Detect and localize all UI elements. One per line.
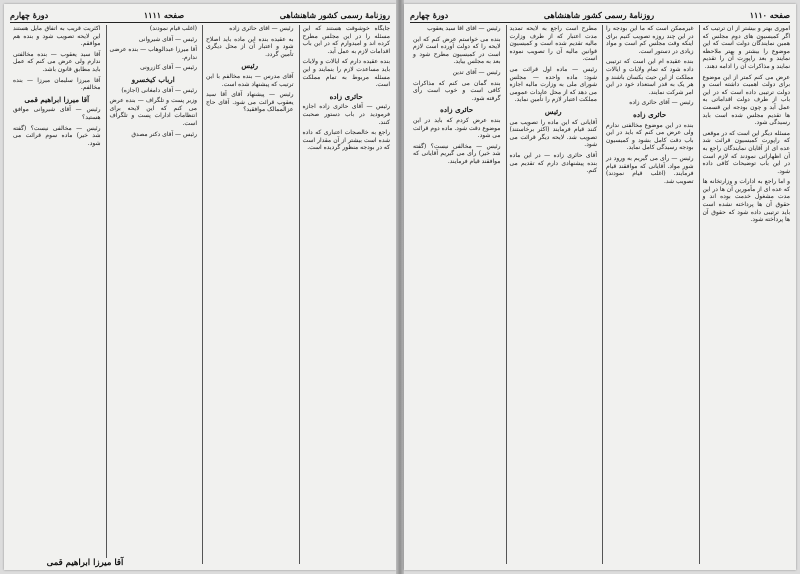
speaker-heading: آقا میرزا ابراهیم قمی (24, 94, 90, 104)
paragraph: بنده در این موضوع مخالفتی ندارم ولی عرض می کنم که باید در این باب دقت کامل بشود و کمیسیون بودجه رسیدگی کامل نماید. (606, 121, 694, 152)
paragraph: آقا میرزا عبدالوهاب — بنده عرضی ندارم. (109, 46, 197, 61)
paragraph: و اما راجع به ادارات و وزارتخانه ها که عده ای از مأمورین آن ها در این مدت مشغول خدمت بوده اند و حقوق آن ها پرداخته نشده است باید ترتیبی داده شود که حقوق آن ها پرداخته شود. (702, 178, 790, 224)
paragraph: رئیس — مخالفی نیست؟ (گفته شد خیر) ماده سوم قرائت می شود. (13, 124, 101, 147)
paragraph: بنده عرض کردم که باید در این موضوع دقت شود. ماده دوم قرائت می شود. (413, 116, 501, 140)
paragraph: رئیس — آقای آقا سید یعقوب (427, 25, 501, 32)
paragraph: عرض می کنم کمتر از این موضوع برای دولت اهمیت داشته است و دولت ترتیبی داده است که در این باب از طرف دولت اقداماتی به عمل آید و چون بودجه این قسمت ها تقدیم مجلس شده است باید رسیدگی شود. (702, 73, 790, 127)
speaker-heading: ارباب کیخسرو (131, 74, 175, 84)
paragraph: بنده می خواستم عرض کنم که این لایحه را که دولت آورده است لازم است در کمیسیون مطرح شود و بعد به مجلس بیاید. (413, 35, 501, 66)
column-4 (10, 25, 101, 564)
paragraph: آقای حائری زاده — در این ماده بنده پیشنهادی دارم که تقدیم می کنم. (509, 151, 597, 175)
paragraph: رئیس — رأی می گیریم به ورود در شور مواد. آقایانی که موافقند قیام فرمایند. (اغلب قیام نمودند) تصویب شد. (606, 154, 694, 185)
paragraph: به عقیده بنده این ماده باید اصلاح شود و اعتبار آن از محل دیگری تأمین گردد. (206, 35, 294, 58)
page-number: صفحه ۱۱۱۰ (749, 10, 790, 20)
paragraph: رئیس — آقای حائری زاده (229, 25, 294, 32)
page-header (410, 8, 790, 23)
paragraph: آقایانی که این ماده را تصویب می کنند قیام فرمایند (اکثر برخاستند) تصویب شد. لایحه دیگر قرائت می شود. (509, 118, 597, 149)
paragraph: اکثریت قریب به اتفاق مایل هستند این لایحه تصویب شود و بنده هم موافقم. (13, 25, 101, 48)
speaker-heading: حائری زاده (329, 91, 363, 101)
column-4 (410, 25, 501, 564)
footer-signature: آقا میرزا ابراهیم قمی (10, 558, 160, 568)
paragraph: رئیس — آقای حائری زاده اجازه فرمودید در باب دستور صحبت کنند. (302, 103, 390, 126)
paragraph: رئیس — آقای حائری زاده (629, 99, 694, 107)
column-3 (506, 25, 598, 564)
column-2 (202, 25, 294, 564)
paragraph: رئیس — آقای دامغانی (اجازه) (121, 86, 197, 94)
paragraph: اموری بهتر و بیشتر از آن ترتیب که اگر کمیسیون های دوم مجلس که همین نمایندگان دولت است که این موضوع را بیشتر و بهتر ملاحظه نمایند و بعد راپورت آن را تقدیم نمایند و مذاکرات آن را ادامه دهند. (702, 25, 790, 70)
book-gutter (396, 0, 404, 574)
speaker-heading: رئیس (544, 106, 562, 116)
paragraph: بنده عقیده ام این است که ترتیبی داده شود که تمام ولایات و ایالات مملکت از این حیث یکسان باشند و هر یک به قدر استعداد خود در این امر شرکت نمایند. (606, 58, 694, 96)
paragraph: وزیر پست و تلگراف — بنده عرض می کنم که این لایحه برای انتظامات ادارات پست و تلگراف است. (109, 97, 197, 127)
column-2 (602, 25, 694, 564)
term-label: دورهٔ چهارم (410, 10, 449, 20)
text-columns (410, 25, 790, 564)
page-header (10, 8, 390, 23)
paragraph: رئیس — ماده اول قرائت می شود: ماده واحده — مجلس شورای ملی به وزارت مالیه اجازه می دهد که از محل عایدات عمومی مملکت اعتبار لازم را تأمین نماید. (509, 65, 597, 104)
paragraph: آقای مدرس — بنده مخالفم با این ترتیب که پیشنهاد شده است. (206, 72, 294, 88)
page-number: صفحه ۱۱۱۱ (143, 10, 185, 20)
column-1 (699, 25, 791, 564)
text-columns (10, 25, 390, 564)
paragraph: بنده گمان می کنم که مذاکرات کافی است و خوب است رأی گرفته شود. (413, 79, 501, 102)
newspaper-title: روزنامهٔ رسمی کشور شاهنشاهی (543, 10, 655, 20)
speaker-heading: حائری زاده (633, 109, 667, 119)
speaker-heading: حائری زاده (440, 105, 474, 115)
speaker-heading: رئیس (241, 61, 259, 71)
paragraph: غیرممکن است که ما این بودجه را در این چند روزه تصویب کنیم برای اینکه وقت مجلس کم است و مواد زیادی در دستور است. (606, 25, 694, 55)
paragraph: آقا میرزا سلیمان میرزا — بنده مخالفم. (13, 76, 101, 92)
column-1 (299, 25, 391, 564)
column-3 (106, 25, 198, 564)
paragraph: رئیس — مخالفی نیست؟ (گفته شد خیر) رأی می گیریم آقایانی که موافقند قیام فرمایند. (413, 142, 501, 165)
paragraph: جایگاه خوشوقت هستند که این مسئله را در این مجلس مطرح کرده اند و امیدوارم که در این باب اقدامات لازم به عمل آید. (302, 25, 390, 55)
paragraph: مسئله دیگر این است که در موقعی که راپورت کمیسیون قرائت شد عده ای از آقایان نمایندگان راجع به آن اظهاراتی نمودند که لازم است در این باب توضیحات کافی داده شود. (702, 129, 790, 175)
paragraph: بنده عقیده دارم که ایالات و ولایات باید مساعدت لازم را بنمایند و این مسئله مربوط به تمام مملکت است. (302, 58, 390, 89)
paragraph: رئیس — آقای کازرونی (140, 64, 197, 72)
right-page (404, 4, 796, 570)
left-page (4, 4, 396, 570)
paragraph: مطرح است راجع به لایحه تمدید مدت اعتبار که از طرف وزارت مالیه تقدیم شده است و کمیسیون قوانین مالیه آن را تصویب نموده است. (509, 25, 597, 63)
paragraph: (اغلب قیام نمودند) (149, 25, 197, 32)
term-label: دورهٔ چهارم (10, 10, 49, 20)
newspaper-title: روزنامهٔ رسمی کشور شاهنشاهی (279, 10, 390, 20)
paragraph: رئیس — پیشنهاد آقای آقا سید یعقوب قرائت می شود. آقای حاج عزالممالک موافقید؟ (206, 91, 294, 114)
paragraph: آقا سید یعقوب — بنده مخالفتی ندارم ولی عرض می کنم که عمل باید مطابق قانون باشد. (13, 50, 101, 73)
paragraph: راجع به خالصجات اعتباری که داده شده است بیشتر از آن مقدار است که در بودجه منظور گردیده است. (302, 129, 390, 152)
paragraph: رئیس — آقای شیروانی موافق هستید؟ (13, 106, 101, 121)
paragraph: رئیس — آقای تدین (452, 68, 501, 76)
paragraph: رئیس — آقای دکتر مصدق (131, 130, 197, 138)
paragraph: رئیس — آقای شیروانی (138, 35, 197, 43)
